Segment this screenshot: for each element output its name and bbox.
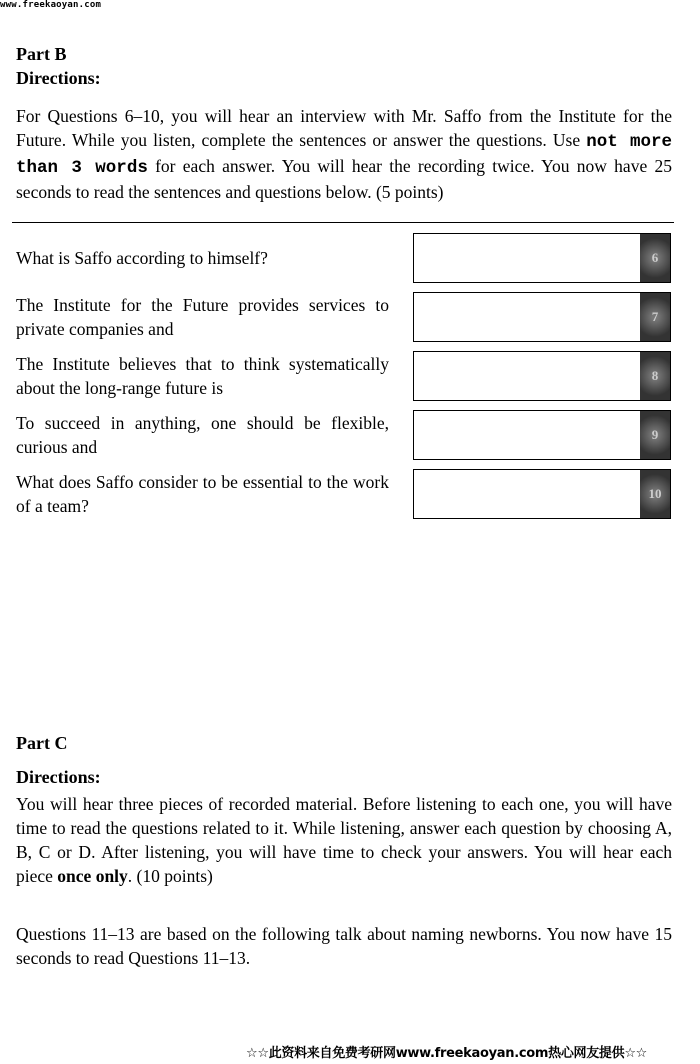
- answer-box-7[interactable]: [413, 292, 671, 342]
- divider: [12, 222, 674, 223]
- question-number: 6: [640, 234, 670, 282]
- directions-emphasis: not more than 3 words: [16, 132, 673, 178]
- part-c-title: Part C: [16, 733, 68, 753]
- directions-text: . (10 points): [127, 866, 213, 886]
- part-b-directions: [16, 104, 672, 204]
- part-c-intro: Questions 11–13 are based on the following talk about naming newborns. You now have 15 seconds to read Questions 11–13.: [16, 924, 672, 968]
- question-7: The Institute for the Future provides services to private companies and: [16, 295, 389, 339]
- answer-box-10[interactable]: [413, 469, 671, 519]
- question-number: 9: [640, 411, 670, 459]
- directions-text: You will hear three pieces of recorded material. Before listening to each one, you will have time to read the questions related to it. While listening, answer each question by choosing A, B, C or D. After listening, you will have time to check your answers. You will hear each piece: [16, 794, 672, 886]
- source-header: www.freekaoyan.com: [0, 0, 102, 10]
- question-8: The Institute believes that to think systematically about the long-range future is: [16, 354, 389, 398]
- question-6: What is Saffo according to himself?: [16, 248, 268, 268]
- answer-box-8[interactable]: [413, 351, 671, 401]
- question-9: To succeed in anything, one should be flexible, curious and: [16, 413, 389, 457]
- part-b-title: Part B: [16, 44, 67, 64]
- directions-emphasis: once only: [57, 866, 128, 886]
- part-c-directions-label: Directions:: [16, 767, 101, 787]
- footer-note: ☆☆此资料来自免费考研网www.freekaoyan.com热心网友提供☆☆: [246, 1046, 648, 1061]
- directions-text: For Questions 6–10, you will hear an interview with Mr. Saffo from the Institute for the Future. While you listen, complete the sentences or answer the questions. Use: [16, 106, 672, 150]
- question-number: 7: [640, 293, 670, 341]
- part-c-directions: [16, 792, 672, 888]
- answer-box-6[interactable]: [413, 233, 671, 283]
- question-10: What does Saffo consider to be essential to the work of a team?: [16, 472, 389, 516]
- question-number: 10: [640, 470, 670, 518]
- directions-text: for each answer. You will hear the recording twice. You now have 25 seconds to read the sentences and questions below. (5 points): [16, 156, 672, 202]
- part-b-directions-label: Directions:: [16, 68, 101, 88]
- question-number: 8: [640, 352, 670, 400]
- answer-box-9[interactable]: [413, 410, 671, 460]
